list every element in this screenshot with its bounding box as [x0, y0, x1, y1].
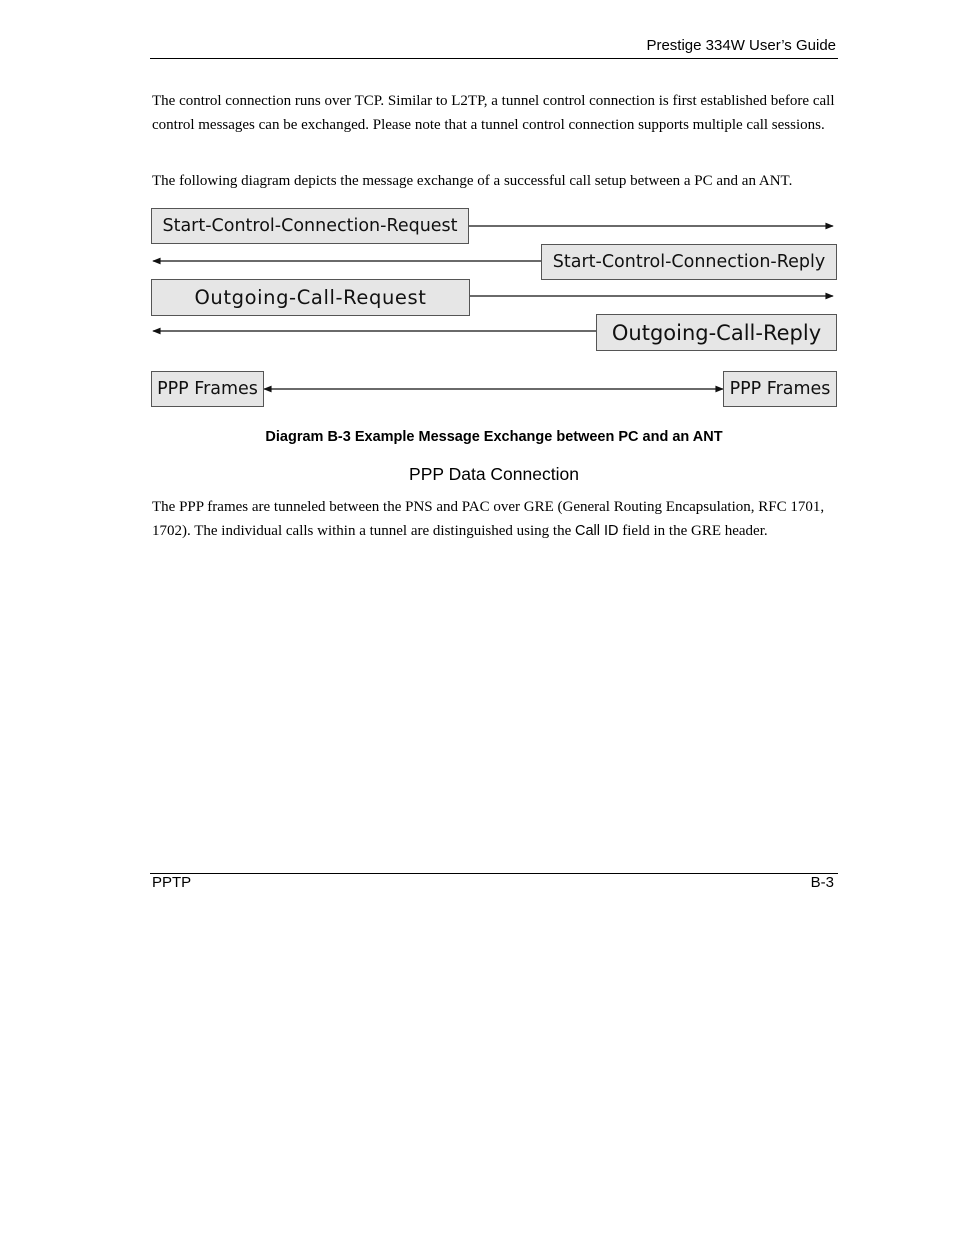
message-exchange-diagram [0, 0, 954, 420]
ppp-frames-right-box: PPP Frames [723, 371, 837, 407]
diagram-caption: Diagram B-3 Example Message Exchange between PC and an ANT [265, 429, 723, 445]
call-id-field-name: Call ID [575, 522, 619, 539]
footer-section-name: PPTP [152, 874, 192, 891]
outgoing-call-request-box: Outgoing-Call-Request [151, 279, 470, 316]
diagram-arrows [0, 0, 954, 420]
footer-rule [150, 873, 838, 874]
start-control-connection-reply-box: Start-Control-Connection-Reply [541, 244, 837, 280]
ppp-frames-left-box: PPP Frames [151, 371, 264, 407]
ppp-data-text-before: The PPP frames are tunneled between the PNS and PAC over GRE (General Routing Encapsulation, RFC 1701, 1702). The individual calls within a tunnel are distinguished using the [152, 499, 825, 539]
footer-page-number: B-3 [810, 874, 834, 891]
intro-paragraph: The control connection runs over TCP. Similar to L2TP, a tunnel control connection is first established before call control messages can be exchanged. Please note that a tunnel control connection supports multiple call sessions. [152, 93, 835, 133]
outgoing-call-reply-box: Outgoing-Call-Reply [596, 314, 837, 351]
header-title: Prestige 334W User’s Guide [646, 37, 836, 54]
ppp-data-paragraph [152, 496, 842, 543]
ppp-data-text-after: field in the GRE header. [618, 522, 768, 539]
start-control-connection-request-box: Start-Control-Connection-Request [151, 208, 469, 244]
section-title: PPP Data Connection [409, 464, 579, 484]
diagram-intro-paragraph: The following diagram depicts the message exchange of a successful call setup between a PC and an ANT. [152, 173, 793, 189]
